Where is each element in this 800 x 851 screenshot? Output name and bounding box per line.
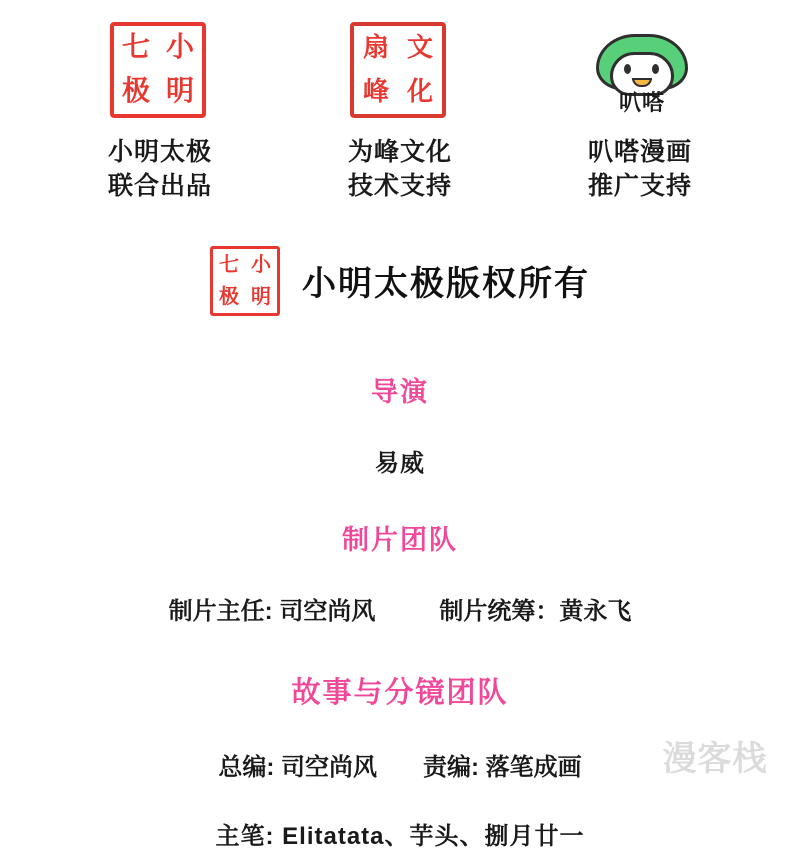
credits-role: 责编: 落笔成画 — [423, 753, 582, 781]
seal-char: 极 — [121, 76, 150, 107]
credits-role: 总编: 司空尚风 — [218, 753, 377, 781]
seal-stamp-container — [110, 22, 210, 122]
credits-role: 制片统筹：黄永飞 — [439, 597, 632, 625]
credits-heading-story: 故事与分镜团队 — [291, 676, 509, 709]
credits-heading-director: 导演 — [371, 376, 429, 407]
seal-stamp-container — [350, 22, 450, 122]
red-seal-stamp-icon — [110, 22, 206, 118]
logo-caption — [108, 136, 212, 204]
red-seal-stamp-icon — [210, 246, 280, 316]
credits-heading-production: 制片团队 — [342, 524, 458, 555]
logo-block-bada-comics — [555, 22, 725, 204]
mascot-eye-left — [624, 64, 631, 74]
copyright-row — [0, 246, 800, 316]
logo-caption-line: 小明太极 — [107, 138, 212, 166]
seal-char: 化 — [406, 77, 433, 106]
logo-caption-line: 技术支持 — [347, 171, 452, 200]
copyright-text: 小明太极版权所有 — [302, 265, 590, 303]
credits-director-name: 易威 — [375, 449, 425, 477]
seal-char: 七 — [219, 253, 239, 276]
logo-caption-line: 为峰文化 — [347, 138, 452, 166]
red-seal-stamp-icon — [350, 22, 446, 118]
seal-char: 峰 — [362, 77, 389, 106]
seal-char: 明 — [165, 76, 194, 107]
seal-char: 七 — [121, 32, 150, 63]
logo-caption — [588, 136, 692, 204]
logo-caption-line: 推广支持 — [587, 171, 692, 200]
logo-caption-line: 叭嗒漫画 — [587, 138, 692, 166]
logo-block-weifeng-culture — [315, 22, 485, 204]
seal-char: 明 — [251, 285, 271, 308]
seal-char: 极 — [219, 285, 239, 308]
mascot-label: 叭嗒 — [618, 90, 665, 115]
credits-production-roles — [0, 591, 800, 626]
mascot-eye-right — [652, 64, 659, 74]
seal-char: 文 — [406, 33, 433, 62]
green-frog-mascot-icon — [590, 34, 694, 115]
seal-char: 扇 — [362, 33, 389, 62]
logo-block-xiaoming-taiji — [75, 22, 245, 204]
watermark-text: 漫客栈 — [662, 740, 768, 778]
mascot-container — [590, 22, 690, 122]
watermark — [640, 728, 790, 782]
seal-char: 小 — [165, 32, 194, 63]
logo-caption-line: 联合出品 — [107, 171, 212, 200]
seal-char: 小 — [251, 253, 271, 276]
credits-story-lead-artists: 主笔: Elitatata、芋头、捌月廿一 — [215, 822, 585, 850]
credits-role: 制片主任: 司空尚风 — [168, 597, 376, 625]
logo-row — [0, 0, 800, 204]
logo-caption — [348, 136, 452, 204]
